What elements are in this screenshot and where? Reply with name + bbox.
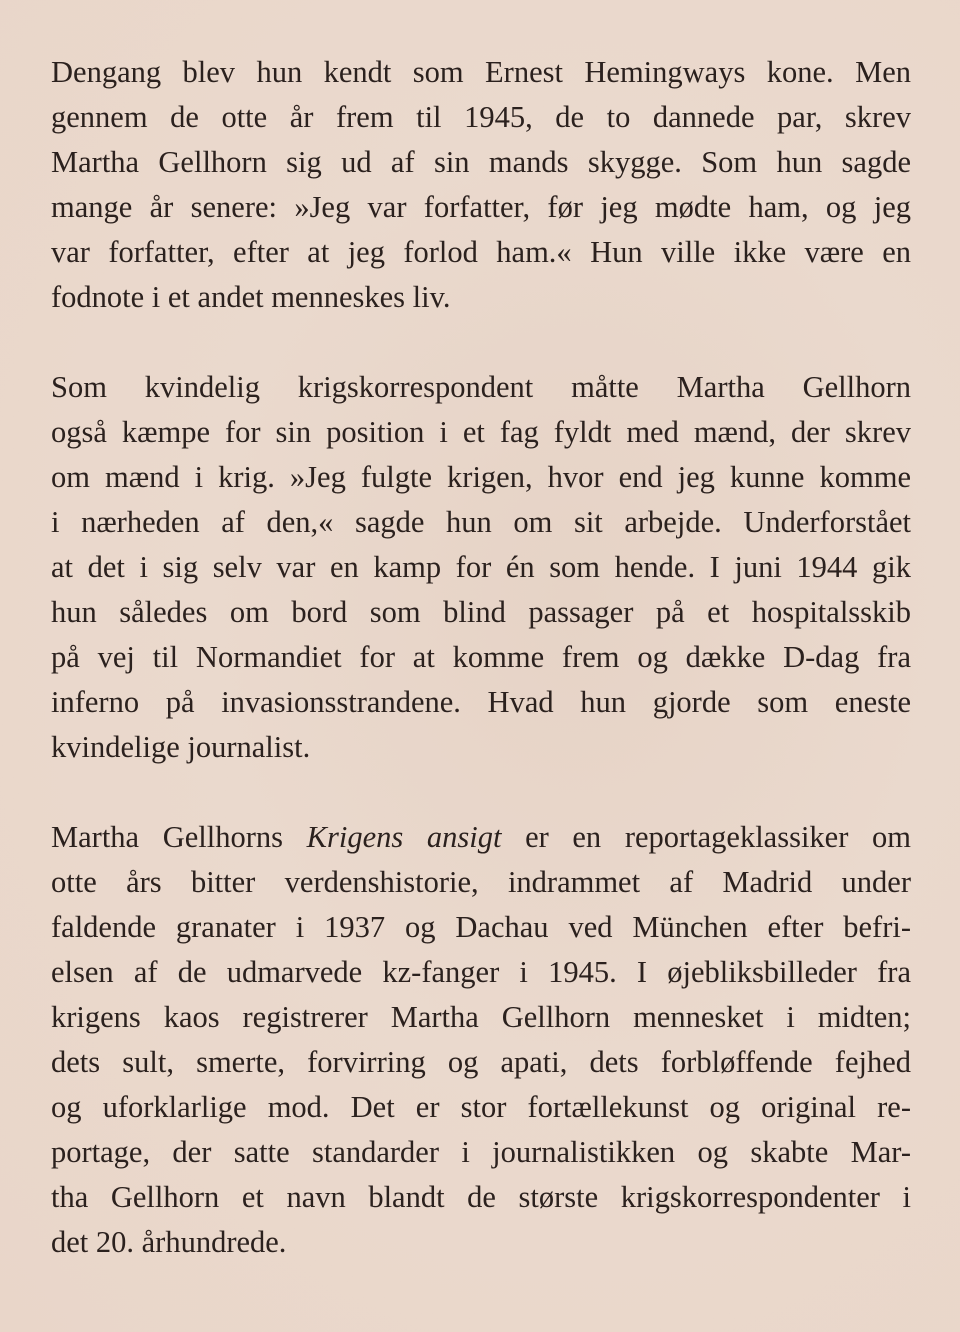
text-line: dets sult, smerte, forvirring og apati, dets forbløffende fejhed (51, 1045, 911, 1079)
paragraph-hemingway (51, 50, 911, 320)
text-line: Som kvindelig krigskorrespondent måtte Martha Gellhorn (51, 370, 911, 404)
text-line: det 20. århundrede. (51, 1225, 287, 1259)
text-line: krigens kaos registrerer Martha Gellhorn mennesket i midten; (51, 1000, 911, 1034)
text-line: faldende granater i 1937 og Dachau ved München efter befri- (51, 910, 911, 944)
text-line: og uforklarlige mod. Det er stor fortællekunst og original re- (51, 1090, 911, 1124)
text-line: gennem de otte år frem til 1945, de to dannede par, skrev (51, 100, 911, 134)
text-line: fodnote i et andet menneskes liv. (51, 280, 451, 314)
text-line (51, 815, 911, 860)
text-line: Martha Gellhorn sig ud af sin mands skygge. Som hun sagde (51, 145, 911, 179)
paragraph-war-correspondent (51, 365, 911, 770)
text-line: at det i sig selv var en kamp for én som hende. I juni 1944 gik (51, 550, 911, 584)
text-line: om mænd i krig. »Jeg fulgte krigen, hvor end jeg kunne komme (51, 460, 911, 494)
text-line: mange år senere: »Jeg var forfatter, før jeg mødte ham, og jeg (51, 190, 911, 224)
text-line: i nærheden af den,« sagde hun om sit arbejde. Underforstået (51, 505, 911, 539)
text-line: kvindelige journalist. (51, 730, 311, 764)
text-line: var forfatter, efter at jeg forlod ham.« Hun ville ikke være en (51, 235, 911, 269)
text-line: tha Gellhorn et navn blandt de største krigskorrespondenter i (51, 1180, 911, 1214)
text-line: inferno på invasionsstrandene. Hvad hun gjorde som eneste (51, 685, 911, 719)
text-line: hun således om bord som blind passager på et hospitalsskib (51, 595, 911, 629)
text-segment: Martha Gellhorns (51, 820, 307, 854)
paragraph-book-description (51, 815, 911, 1265)
book-title: Krigens ansigt (306, 820, 502, 854)
text-segment: er en reportageklassiker om (501, 820, 911, 854)
text-line: portage, der satte standarder i journalistikken og skabte Mar- (51, 1135, 911, 1169)
text-line: elsen af de udmarvede kz-fanger i 1945. I øjebliksbilleder fra (51, 955, 911, 989)
text-line: otte års bitter verdenshistorie, indrammet af Madrid under (51, 865, 911, 899)
text-line: på vej til Normandiet for at komme frem og dække D-dag fra (51, 640, 911, 674)
text-line: Dengang blev hun kendt som Ernest Hemingways kone. Men (51, 55, 911, 89)
text-line: også kæmpe for sin position i et fag fyldt med mænd, der skrev (51, 415, 911, 449)
